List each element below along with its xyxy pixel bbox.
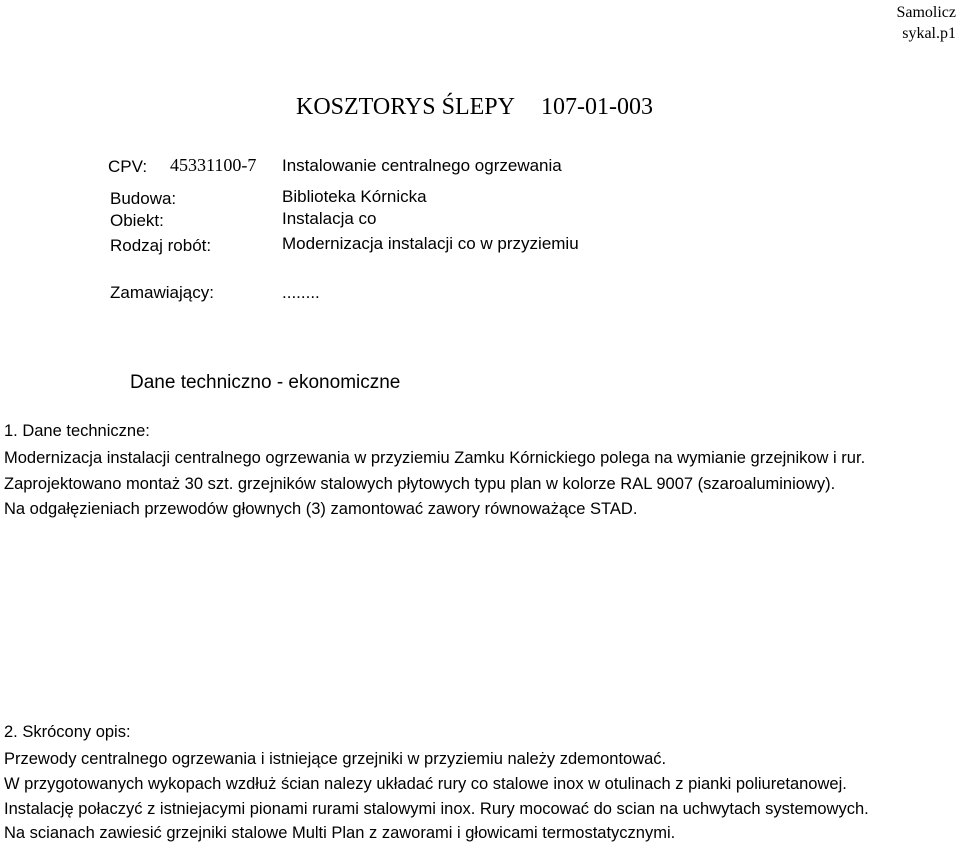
document-title [296, 92, 653, 122]
section-title: Dane techniczno - ekonomiczne [130, 372, 401, 393]
rodzaj-robot-value: Modernizacja instalacji co w przyziemiu [282, 234, 579, 253]
corner-line: Samolicz [896, 4, 956, 21]
title-text: KOSZTORYS ŚLEPY [296, 94, 515, 120]
cpv-label: CPV: [108, 157, 148, 176]
budowa-value: Biblioteka Kórnicka [282, 187, 427, 206]
summary-line: Na scianach zawiesić grzejniki stalowe Multi Plan z zaworami i głowicami termostatycznymi. [4, 824, 676, 842]
corner-line: sykal.p1 [902, 25, 956, 42]
tech-line: Modernizacja instalacji centralnego ogrzewania w przyziemiu Zamku Kórnickiego polega na wymianie grzejnikow i rur. [4, 449, 866, 467]
tech-line: Na odgałęzieniach przewodów głownych (3) zamontować zawory równoważące STAD. [4, 500, 638, 518]
obiekt-label: Obiekt: [110, 211, 164, 230]
budowa-label: Budowa: [110, 189, 177, 208]
summary-line: Przewody centralnego ogrzewania i istniejące grzejniki w przyziemiu należy zdemontować. [4, 750, 667, 768]
zamawiajacy-value: ........ [282, 283, 320, 302]
zamawiajacy-label: Zamawiający: [110, 283, 214, 302]
cpv-description: Instalowanie centralnego ogrzewania [282, 156, 562, 175]
obiekt-value: Instalacja co [282, 209, 377, 228]
summary-line: W przygotowanych wykopach wzdłuż ścian nalezy układać rury co stalowe inox w otulinach z pianki poliuretanowej. [4, 775, 847, 793]
tech-heading: 1. Dane techniczne: [4, 422, 150, 440]
cpv-code: 45331100-7 [170, 155, 257, 175]
summary-heading: 2. Skrócony opis: [4, 723, 131, 741]
document-file-reference [896, 2, 956, 44]
estimate-number: 107-01-003 [540, 94, 653, 120]
rodzaj-robot-label: Rodzaj robót: [110, 236, 212, 255]
summary-line: Instalację połaczyć z istniejacymi pionami rurami stalowymi inox. Rury mocować do scian na uchwytach systemowych. [4, 800, 869, 818]
tech-line: Zaprojektowano montaż 30 szt. grzejników stalowych płytowych typu plan w kolorze RAL 9007 (szaroaluminiowy). [4, 475, 836, 493]
